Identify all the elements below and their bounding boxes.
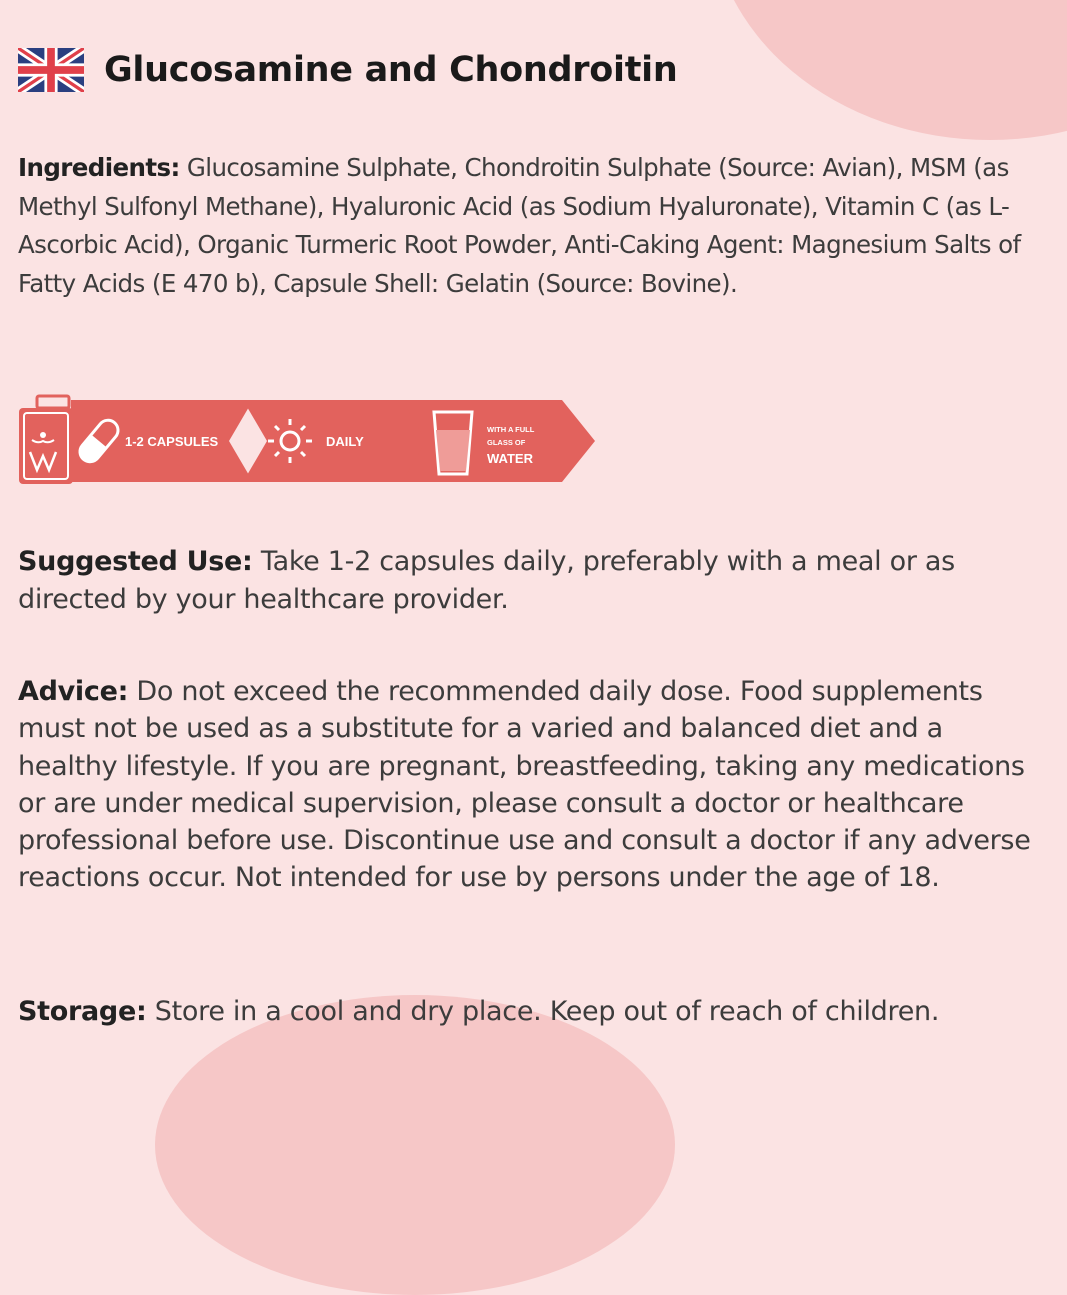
suggested-use-text: Take 1-2 capsules daily, preferably with a meal or as directed by your healthcare provider. — [18, 546, 955, 615]
storage-label: Storage: — [18, 996, 147, 1027]
ingredients-text: Glucosamine Sulphate, Chondroitin Sulphate (Source: Avian), MSM (as Methyl Sulfonyl Methane), Hyaluronic Acid (as Sodium Hyaluronate), Vitamin C (as L-Ascorbic Acid), Organic Turmeric Root Powder, Anti-Caking Agent: Magnesium Salts of Fatty Acids (E 470 b), Capsule Shell: Gelatin (Source: Bovine). — [18, 153, 1021, 298]
storage-text: Store in a cool and dry place. Keep out of reach of children. — [146, 996, 940, 1027]
uk-flag-icon — [18, 48, 84, 92]
suggested-use-label: Suggested Use: — [18, 546, 253, 577]
storage-section — [18, 993, 1048, 1031]
suggested-use-section — [18, 543, 1048, 619]
jar-icon — [19, 396, 73, 484]
advice-section — [18, 673, 1048, 897]
ingredients-section — [18, 149, 1048, 303]
ingredients-label: Ingredients: — [18, 153, 180, 182]
capsules-label: 1-2 CAPSULES — [125, 434, 219, 449]
decorative-blob-bottom — [155, 995, 675, 1295]
water-label-line1: WITH A FULL — [487, 425, 535, 434]
dosage-instructions-banner — [17, 394, 597, 488]
page-title: Glucosamine and Chondroitin — [104, 50, 678, 90]
daily-label: DAILY — [326, 434, 364, 449]
title-row — [18, 48, 677, 92]
advice-label: Advice: — [18, 676, 129, 707]
decorative-blob-top — [710, 0, 1067, 140]
water-label-line2: GLASS OF — [487, 438, 526, 447]
advice-text: Do not exceed the recommended daily dose. Food supplements must not be used as a substitute for a varied and balanced diet and a healthy lifestyle. If you are pregnant, breastfeeding, taking any medications or are under medical supervision, please consult a doctor or healthcare professional before use. Discontinue use and consult a doctor if any adverse reactions occur. Not intended for use by persons under the age of 18. — [18, 676, 1031, 894]
water-label-line3: WATER — [487, 451, 533, 466]
